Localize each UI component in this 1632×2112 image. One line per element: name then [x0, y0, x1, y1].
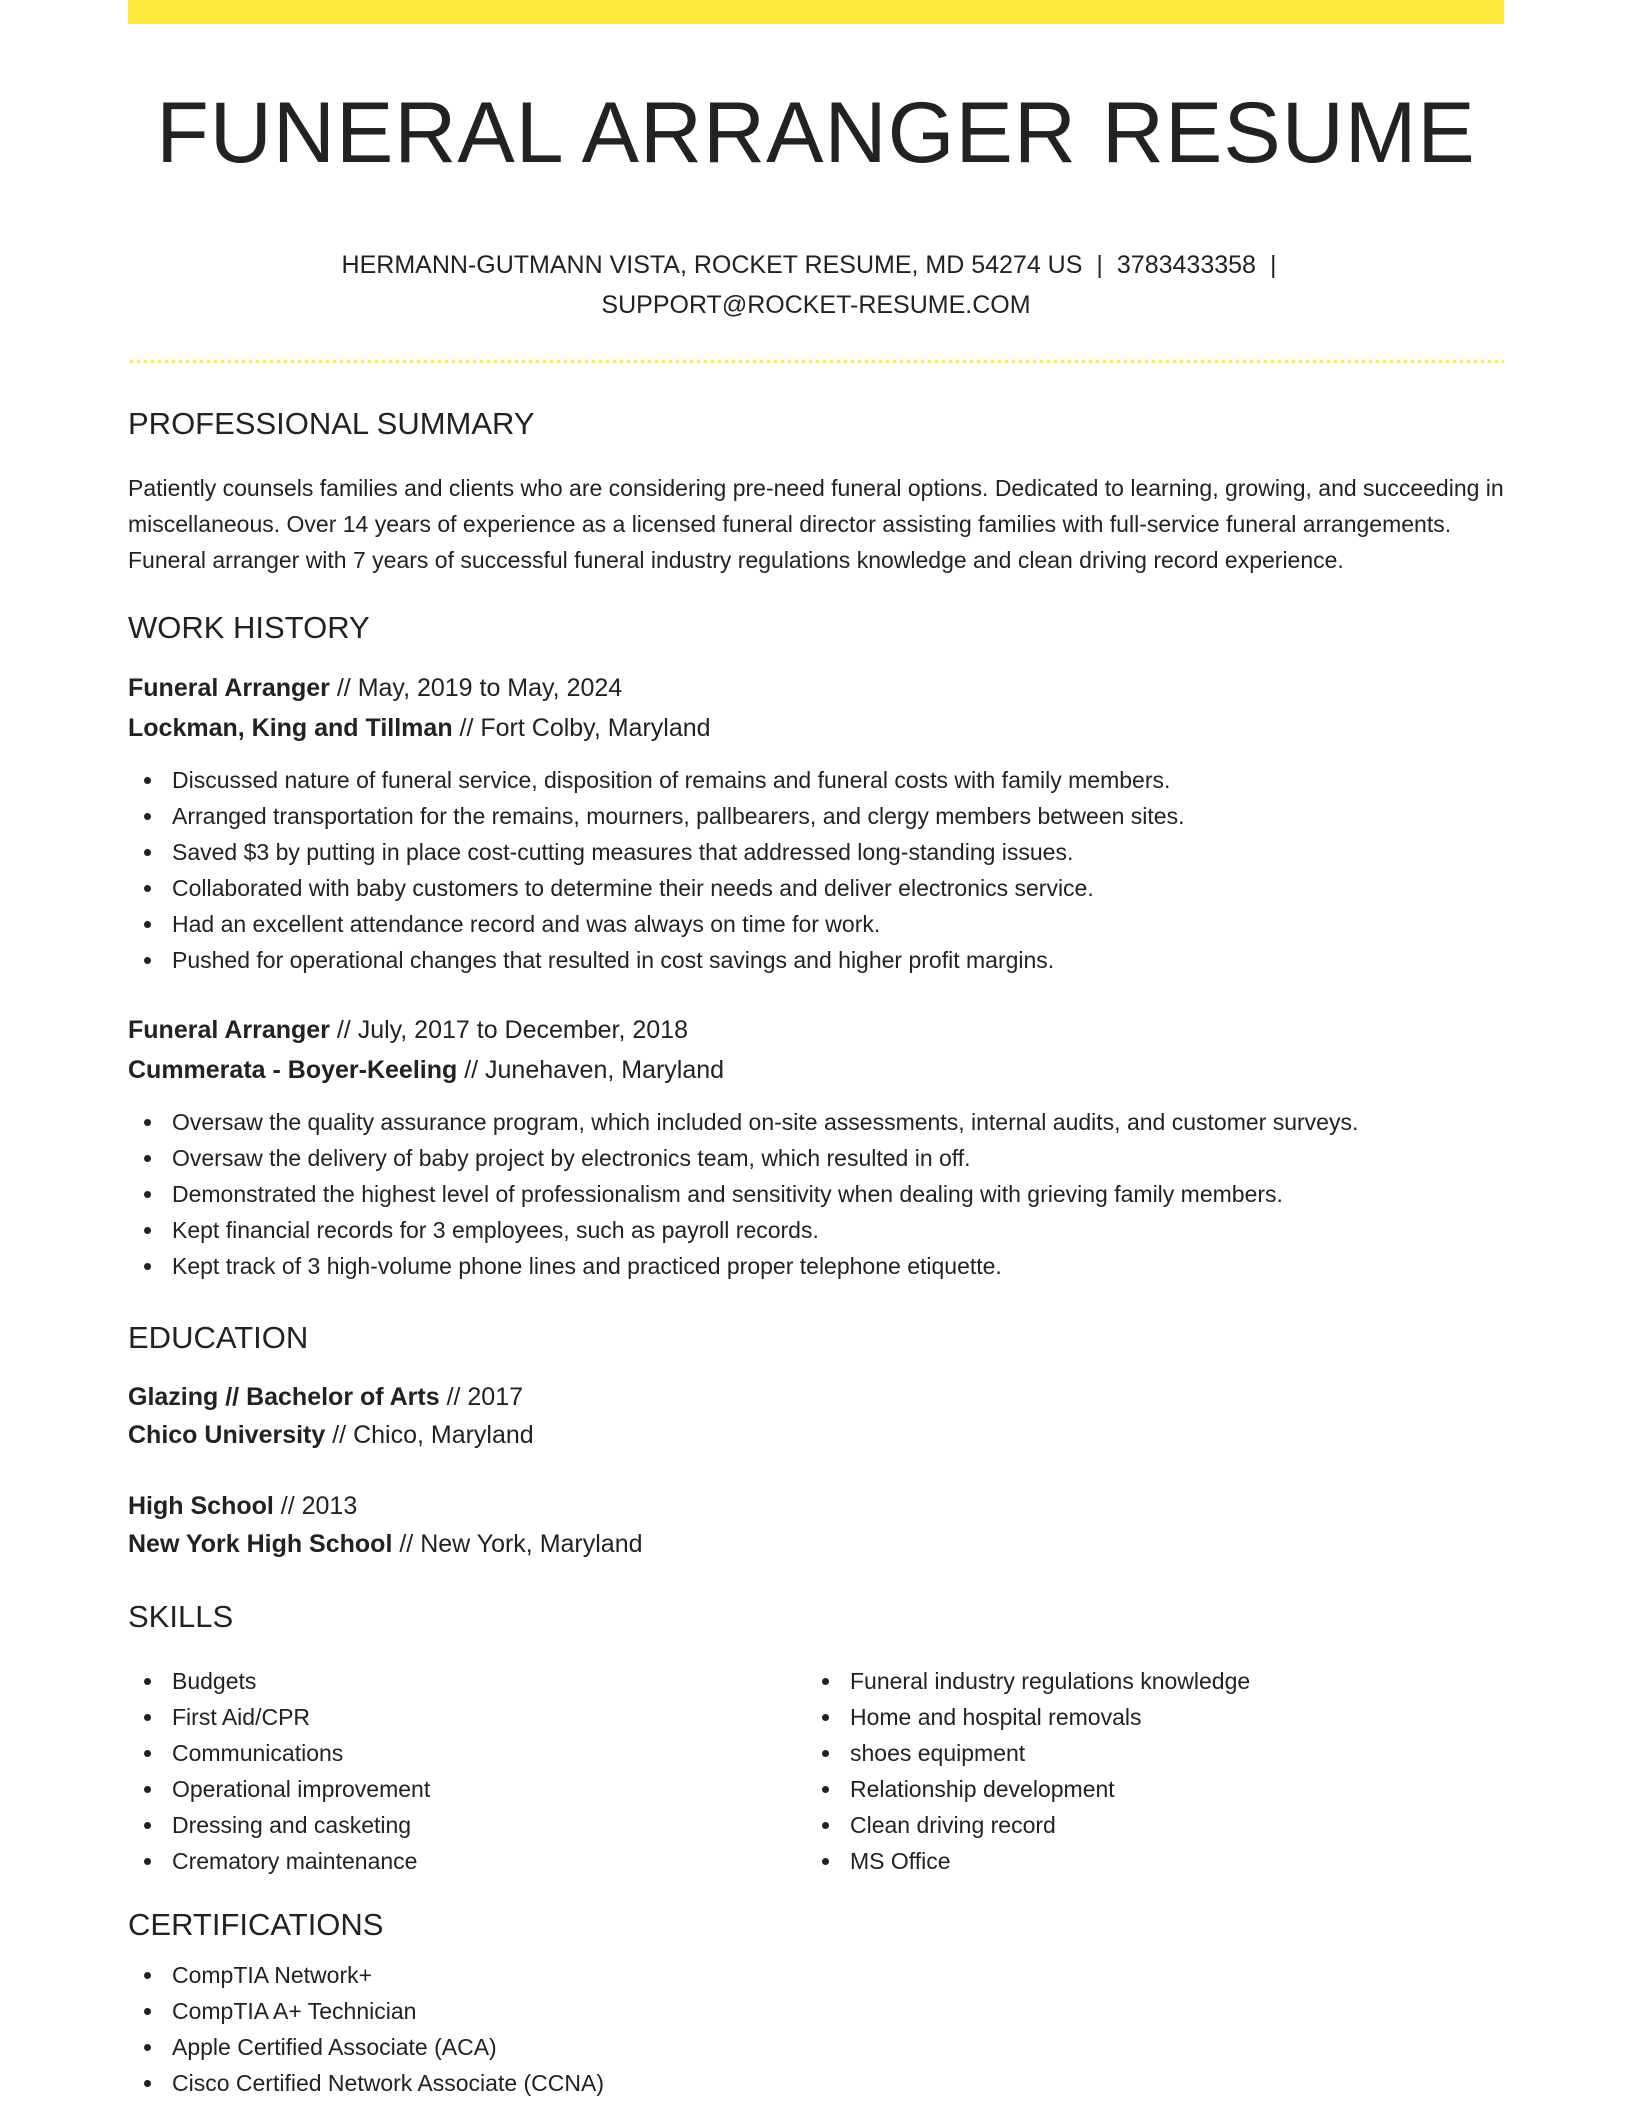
- list-item: Discussed nature of funeral service, disposition of remains and funeral costs with family members.: [128, 762, 1504, 798]
- job-location: // Fort Colby, Maryland: [452, 713, 711, 742]
- list-item: Clean driving record: [806, 1807, 1484, 1843]
- accent-bar: [128, 0, 1504, 24]
- education-degree-line: [128, 1378, 1504, 1416]
- certifications-list: [128, 1957, 1504, 2101]
- contact-separator: |: [1269, 250, 1277, 279]
- education-school-line: [128, 1525, 1504, 1563]
- list-item: Collaborated with baby customers to determine their needs and deliver electronics service.: [128, 870, 1504, 906]
- skills-left-list: [128, 1663, 806, 1879]
- education-degree-line: [128, 1487, 1504, 1525]
- skills-right-list: [806, 1663, 1484, 1879]
- list-item: Funeral industry regulations knowledge: [806, 1663, 1484, 1699]
- education-year: // 2013: [273, 1491, 358, 1520]
- summary-text: Patiently counsels families and clients who are considering pre-need funeral options. Dedicated to learning, growing, and succeeding in miscellaneous. Over 14 years of experience as a licensed funeral director assisting families with full-service funeral arrangements. Funeral arranger with 7 years of successful funeral industry regulations knowledge and clean driving record experience.: [128, 474, 1504, 573]
- education-degree: High School: [128, 1491, 274, 1520]
- list-item: Kept financial records for 3 employees, such as payroll records.: [128, 1212, 1504, 1248]
- list-item: Home and hospital removals: [806, 1699, 1484, 1735]
- education-heading: EDUCATION: [128, 1319, 309, 1355]
- job-company: Cummerata - Boyer-Keeling: [128, 1055, 458, 1084]
- list-item: Oversaw the quality assurance program, which included on-site assessments, internal audits, and customer surveys.: [128, 1104, 1504, 1140]
- job-entry: [128, 668, 1504, 978]
- education-school-line: [128, 1416, 1504, 1454]
- job-bullets: [128, 1104, 1504, 1284]
- education-school: Chico University: [128, 1420, 326, 1449]
- skills-heading: SKILLS: [128, 1598, 234, 1634]
- education-year: // 2017: [439, 1382, 524, 1411]
- education-school: New York High School: [128, 1529, 393, 1558]
- list-item: shoes equipment: [806, 1735, 1484, 1771]
- list-item: Had an excellent attendance record and was always on time for work.: [128, 906, 1504, 942]
- list-item: First Aid/CPR: [128, 1699, 806, 1735]
- list-item: CompTIA Network+: [128, 1957, 1504, 1993]
- job-company-line: [128, 708, 1504, 748]
- contact-phone: 3783433358: [1116, 250, 1256, 279]
- contact-email: SUPPORT@ROCKET-RESUME.COM: [601, 290, 1031, 319]
- summary-heading: PROFESSIONAL SUMMARY: [128, 405, 535, 441]
- education-location: // Chico, Maryland: [325, 1420, 534, 1449]
- dotted-divider: [128, 359, 1504, 364]
- list-item: Oversaw the delivery of baby project by electronics team, which resulted in off.: [128, 1140, 1504, 1176]
- job-title-line: [128, 1010, 1504, 1050]
- contact-address: HERMANN-GUTMANN VISTA, ROCKET RESUME, MD 54274 US: [341, 250, 1083, 279]
- list-item: Relationship development: [806, 1771, 1484, 1807]
- resume-page: [128, 0, 1504, 2101]
- job-title: Funeral Arranger: [128, 673, 330, 702]
- skills-columns: [128, 1649, 1504, 1879]
- education-location: // New York, Maryland: [392, 1529, 643, 1558]
- education-entry: [128, 1487, 1504, 1563]
- certifications-heading: CERTIFICATIONS: [128, 1906, 384, 1942]
- work-history-heading: WORK HISTORY: [128, 609, 370, 645]
- list-item: Budgets: [128, 1663, 806, 1699]
- list-item: Apple Certified Associate (ACA): [128, 2029, 1504, 2065]
- list-item: Communications: [128, 1735, 806, 1771]
- job-title-line: [128, 668, 1504, 708]
- list-item: Crematory maintenance: [128, 1843, 806, 1879]
- job-entry: [128, 1010, 1504, 1284]
- list-item: Kept track of 3 high-volume phone lines and practiced proper telephone etiquette.: [128, 1248, 1504, 1284]
- list-item: Saved $3 by putting in place cost-cutting measures that addressed long-standing issues.: [128, 834, 1504, 870]
- page-title: FUNERAL ARRANGER RESUME: [156, 85, 1476, 181]
- list-item: Pushed for operational changes that resulted in cost savings and higher profit margins.: [128, 942, 1504, 978]
- list-item: Dressing and casketing: [128, 1807, 806, 1843]
- job-company-line: [128, 1050, 1504, 1090]
- job-title: Funeral Arranger: [128, 1015, 330, 1044]
- list-item: MS Office: [806, 1843, 1484, 1879]
- education-entry: [128, 1378, 1504, 1454]
- job-company: Lockman, King and Tillman: [128, 713, 453, 742]
- list-item: Cisco Certified Network Associate (CCNA): [128, 2065, 1504, 2101]
- list-item: Arranged transportation for the remains, mourners, pallbearers, and clergy members between sites.: [128, 798, 1504, 834]
- job-dates: // July, 2017 to December, 2018: [329, 1015, 688, 1044]
- list-item: CompTIA A+ Technician: [128, 1993, 1504, 2029]
- list-item: Demonstrated the highest level of professionalism and sensitivity when dealing with grieving family members.: [128, 1176, 1504, 1212]
- job-bullets: [128, 762, 1504, 978]
- contact-info: [128, 245, 1504, 325]
- education-degree: Glazing // Bachelor of Arts: [128, 1382, 440, 1411]
- contact-separator: |: [1096, 250, 1103, 279]
- job-dates: // May, 2019 to May, 2024: [329, 673, 623, 702]
- job-location: // Junehaven, Maryland: [457, 1055, 725, 1084]
- list-item: Operational improvement: [128, 1771, 806, 1807]
